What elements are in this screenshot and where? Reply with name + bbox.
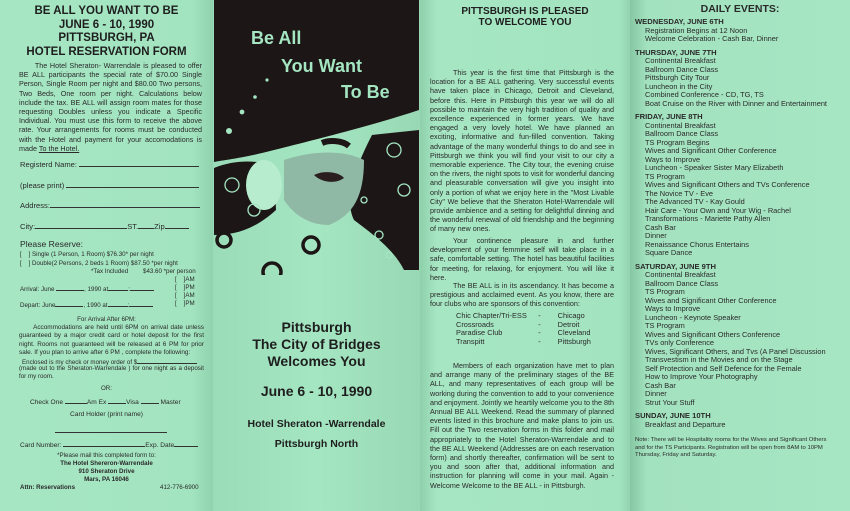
address-label: Address: bbox=[20, 201, 50, 210]
or-label: OR: bbox=[100, 385, 112, 392]
form-title-line: HOTEL RESERVATION FORM bbox=[26, 45, 187, 58]
print-field[interactable] bbox=[20, 181, 199, 190]
depart-field[interactable]: Depart: June , 1990 at : bbox=[20, 300, 153, 310]
year-at: , 1990 at bbox=[84, 286, 109, 293]
address-field[interactable] bbox=[20, 201, 200, 210]
club-name: Paradise Club bbox=[456, 328, 503, 338]
name-label: Registerd Name: bbox=[20, 160, 77, 169]
club-separator: - bbox=[538, 319, 541, 329]
enclosed-label: Enclosed is my check or money order of $ bbox=[22, 359, 138, 366]
event-day bbox=[635, 18, 845, 44]
after-6pm-title: For Arrival After 6PM: bbox=[77, 316, 136, 323]
am-label: ]AM bbox=[183, 276, 195, 283]
intro-underlined: To the Hotel. bbox=[38, 143, 80, 153]
st-label: ST. bbox=[127, 222, 139, 231]
form-title-line: PITTSBURGH, PA bbox=[58, 32, 155, 44]
card-type-field[interactable] bbox=[30, 397, 181, 407]
event-item: Dinner bbox=[645, 389, 667, 398]
card-holder-label: Card Holder (print name) bbox=[70, 411, 143, 418]
event-item: Pittsburgh City Tour bbox=[645, 73, 710, 82]
pm-label: ]PM bbox=[183, 284, 195, 291]
city-field[interactable] bbox=[20, 222, 189, 231]
event-item: Luncheon - Speaker Sister Mary Elizabeth bbox=[645, 163, 784, 172]
name-field[interactable] bbox=[20, 160, 199, 169]
club-city: Chicago bbox=[557, 311, 585, 320]
club-separator: - bbox=[538, 311, 541, 320]
event-item: Breakfast and Departure bbox=[645, 419, 726, 429]
event-item: TS Program Begins bbox=[645, 137, 710, 147]
club-separator: - bbox=[538, 328, 541, 338]
welcome-closing: Members of each organization have met to plan and arrange many of the preliminary stages of the BE ALL, and many representatives of each group will be working during the convention to add to your convenience and enjoyment. Jointly we heartily welcome you to the 8th Annual BE ALL Weekend. Read the summary of planned events listed in this brochure and make plans to join us. Fill out the Two reservation forms in this folder and mail appropriately to the Hotel Sheraton-Warrendale and to the BE ALL Weekend (Addresses are on each reservation form) and shortly thereafter, confirmation will be sent to you and soon after that, additional information and instruction for planning will come in your mail. Again - Welcome Welcome to the BE ALL - in Pittsburgh. bbox=[430, 361, 614, 490]
club-name: Transpitt bbox=[456, 336, 485, 346]
event-item: Renaissance Chorus Entertains bbox=[645, 239, 749, 249]
event-item: Combined Conference - CD, TG, TS bbox=[645, 90, 764, 99]
welcome-panel bbox=[420, 0, 630, 511]
event-day-heading: WEDNESDAY, JUNE 6TH bbox=[635, 17, 724, 26]
check-one-label: Check One bbox=[30, 399, 63, 406]
event-day bbox=[635, 263, 845, 408]
mail-street: 910 Sheraton Drive bbox=[78, 468, 135, 475]
event-day-heading: SUNDAY, JUNE 10TH bbox=[635, 411, 711, 420]
hotel-reservation-form-panel bbox=[0, 0, 213, 511]
arrival-field[interactable]: Arrival: June , 1990 at : bbox=[20, 284, 154, 294]
event-item: Boat Cruise on the River with Dinner and Entertainment bbox=[645, 98, 827, 108]
year-at: , 1990 at bbox=[83, 302, 108, 309]
depart-pm-checkbox[interactable]: [ ]PM bbox=[175, 300, 195, 307]
arrival-label: Arrival: June bbox=[20, 286, 55, 293]
event-item: Ways to Improve bbox=[645, 304, 701, 313]
single-option-text: ] Single (1 Person, 1 Room) $76.30* per night bbox=[28, 251, 154, 258]
event-item: Square Dance bbox=[645, 248, 693, 257]
events-schedule bbox=[635, 13, 845, 460]
event-item: Dinner bbox=[645, 231, 667, 240]
print-label: (please print) bbox=[20, 181, 65, 190]
cover-panel bbox=[213, 0, 420, 511]
event-day-heading: FRIDAY, JUNE 8TH bbox=[635, 112, 703, 121]
per-person-rate: $43.60 *per person bbox=[143, 268, 196, 275]
am-label: ]AM bbox=[183, 292, 195, 299]
event-item: Self Protection and Self Defence for the Female bbox=[645, 363, 802, 373]
event-item: The Novice TV - Eve bbox=[645, 188, 714, 198]
event-item: Ballroom Dance Class bbox=[645, 64, 719, 74]
event-item: Welcome Celebration - Cash Bar, Dinner bbox=[645, 34, 779, 43]
event-item: Ways to Improve bbox=[645, 154, 701, 164]
event-item: Ballroom Dance Class bbox=[645, 129, 719, 138]
event-item: Luncheon in the City bbox=[645, 81, 713, 91]
cover-headline-line: Be All bbox=[251, 28, 302, 48]
club-city: Cleveland bbox=[557, 328, 591, 338]
form-intro bbox=[19, 61, 202, 153]
event-item: Luncheon - Keynote Speaker bbox=[645, 312, 741, 322]
arrival-am-checkbox[interactable]: [ ]AM bbox=[175, 276, 195, 283]
event-item: TS Program bbox=[645, 287, 685, 296]
event-day-heading: THURSDAY, JUNE 7TH bbox=[635, 47, 717, 57]
cover-headline-line: To Be bbox=[341, 82, 390, 102]
event-item: Hair Care - Your Own and Your Wig - Rachel bbox=[645, 205, 791, 215]
welcome-paragraph: This year is the first time that Pittsburgh is the location for a BE ALL gathering. Very successful events have taken place in Chicago, Detroit and Cleveland, before this. Here in Pittsburgh this year we will do all possible to maintain the very high tradition of quality and excellence experienced in former years. We have engaged a very lovely hotel. We have planned an exciting, informative and fun-filled convention. Taking advantage of the many wonderful things to do and see in Pittsburgh we think you will find your visit to our city a memorable experience. The City tour, the evening cruise on the rivers, the night spots to visit for wonderful dancing and pleasurable conversation will give you insight into only a portion of what we enjoy here in the "Most Livable City" We believe that the Sheraton Hotel-Warrendale will provide ambience and a setting for delightful dinning and the wonderful renewal of old friendship and the beginning of many new ones. bbox=[430, 68, 614, 234]
attn-label: Attn: Reservations bbox=[20, 484, 76, 491]
depart-label: Depart: June bbox=[20, 302, 56, 309]
event-item: Wives and Significant Others Conference bbox=[645, 329, 781, 339]
mail-hotel-name: The Hotel Shereron-Warrendale bbox=[60, 460, 153, 467]
club-row bbox=[456, 338, 606, 347]
event-item: Wives and Significant Other Conference bbox=[645, 146, 777, 155]
event-item: Transvestism in the Movies and on the Stage bbox=[645, 355, 793, 364]
event-item: Wives, Significant Others, and Tvs (A Panel Discussion bbox=[645, 346, 826, 356]
visa-option[interactable]: Visa bbox=[126, 399, 139, 406]
cover-illustration bbox=[214, 0, 419, 275]
event-day bbox=[635, 113, 845, 258]
welcome-paragraph: The BE ALL is in its ascendancy. It has become a prestigious and acclaimed event. As you know, there are four clubs who are sponsors of this convention: bbox=[430, 281, 614, 309]
cover-welcome-line: The City of Bridges bbox=[252, 336, 381, 352]
welcome-title-line: PITTSBURGH IS PLEASED bbox=[461, 6, 589, 17]
exp-date-label: Exp. Date bbox=[145, 442, 175, 449]
mail-city-zip: Mars, PA 16046 bbox=[84, 476, 129, 483]
made-out-note: (made out to the Sheraton-Warrendale ) for one night as a deposit for my room. bbox=[19, 365, 204, 381]
form-title-line: BE ALL YOU WANT TO BE bbox=[34, 5, 179, 17]
event-day bbox=[635, 49, 845, 109]
event-item: TS Program bbox=[645, 321, 685, 330]
welcome-title-line: TO WELCOME YOU bbox=[478, 17, 572, 28]
amex-option[interactable]: Am Ex bbox=[86, 399, 107, 406]
event-item: Wives and Significant Other Conference bbox=[645, 295, 777, 305]
depart-am-checkbox[interactable]: [ ]AM bbox=[175, 292, 195, 299]
arrival-pm-checkbox[interactable]: [ ]PM bbox=[175, 284, 195, 291]
zip-label: Zip bbox=[154, 222, 165, 231]
club-city: Detroit bbox=[557, 319, 580, 329]
cover-dates: June 6 - 10, 1990 bbox=[260, 383, 373, 399]
club-name: Chic Chapter/Tri-ESS bbox=[456, 311, 527, 320]
event-item: Continental Breakfast bbox=[645, 270, 716, 279]
cover-hotel: Hotel Sheraton -Warrendale bbox=[247, 418, 386, 430]
city-label: City: bbox=[20, 222, 36, 231]
welcome-paragraph: Your continence pleasure in and further development of your femmine self will take place in a safe, comfortable setting. The hotel has beautiful facilities for meeting, for relaxing, for enjoyment. You will like it here. bbox=[430, 236, 614, 282]
event-item: Ballroom Dance Class bbox=[645, 278, 719, 288]
club-city: Pittsburgh bbox=[557, 336, 591, 346]
event-day-heading: SATURDAY, JUNE 9TH bbox=[635, 261, 717, 271]
sponsor-clubs-list bbox=[456, 312, 606, 346]
daily-events-title: DAILY EVENTS: bbox=[700, 3, 780, 15]
welcome-title bbox=[420, 6, 630, 28]
event-item: TVs only Conference bbox=[645, 338, 715, 347]
double-option-text: ] Double(2 Persons, 2 beds 1 Room) $87.50 *per night bbox=[28, 260, 178, 267]
club-name: Crossroads bbox=[456, 319, 494, 329]
form-title bbox=[0, 5, 213, 59]
form-title-line: JUNE 6 - 10, 1990 bbox=[58, 18, 155, 31]
card-number-field[interactable] bbox=[20, 440, 198, 450]
events-note: Note: There will be Hospitality rooms for the Wives and Significant Others and for the TS Participants. Registration will be open from 8AM to 10PM Thursday, Friday and Saturday. bbox=[635, 437, 827, 459]
event-item: Continental Breakfast bbox=[645, 120, 716, 130]
event-item: TS Program bbox=[645, 171, 685, 181]
hotel-phone: 412-776-6900 bbox=[160, 484, 199, 491]
daily-events-panel bbox=[630, 0, 850, 511]
cover-welcome-line: Welcomes You bbox=[267, 353, 366, 369]
club-separator: - bbox=[538, 336, 541, 346]
event-item: Transformations - Mariette Pathy Allen bbox=[645, 214, 771, 223]
mail-to-label: *Please mail this completed form to: bbox=[57, 452, 156, 459]
event-item: Continental Breakfast bbox=[645, 56, 716, 65]
event-day bbox=[635, 412, 845, 429]
after-6pm-text: Accommodations are held until 6PM on arrival date unless guaranteed by a major credit card or hotel deposit for the first night. Rooms not guaranteed will be released at 6 PM for prior sale. If you plan to arrive after 6 PM , complete the following: bbox=[19, 324, 204, 356]
event-item: Cash Bar bbox=[645, 380, 676, 390]
event-item: Registration Begins at 12 Noon bbox=[645, 25, 748, 35]
master-option[interactable]: Master bbox=[160, 399, 181, 406]
event-item: How to Improve Your Photography bbox=[645, 372, 758, 381]
double-room-option[interactable]: [ ] Double(2 Persons, 2 beds 1 Room) $87.50 *per night bbox=[20, 260, 178, 267]
cover-headline-line: You Want bbox=[281, 56, 362, 76]
event-item: Wives and Significant Others and TVs Conference bbox=[645, 180, 810, 189]
please-reserve-label: Please Reserve: bbox=[20, 239, 84, 249]
cover-welcome-line: Pittsburgh bbox=[281, 319, 352, 335]
tax-note: *Tax Included bbox=[91, 268, 129, 275]
card-holder-field[interactable] bbox=[55, 432, 167, 433]
cover-welcome bbox=[213, 319, 420, 370]
event-item: The Advanced TV - Kay Gould bbox=[645, 197, 745, 206]
single-room-option[interactable]: [ ] Single (1 Person, 1 Room) $76.30* per night bbox=[20, 251, 154, 258]
event-item: Strut Your Stuff bbox=[645, 397, 695, 407]
pm-label: ]PM bbox=[183, 300, 195, 307]
intro-text: The Hotel Sheraton- Warrendale is pleased to offer BE ALL participants the special rate of $70.00 Single Person, Single Room per night and $80.00 Two persons, Two Beds, One room per night. Calculations below include the tax. BE ALL will assign room mates for those requesting Doubles unless you indicate a Specific Individual. You must use this form to receive the above rate. Your arrangements for rooms must be conducted with the Hotel and payment for your accomodations is made bbox=[19, 61, 202, 153]
card-number-label: Card Number: bbox=[20, 442, 62, 449]
cover-location: Pittsburgh North bbox=[274, 438, 359, 450]
event-item: Cash Bar bbox=[645, 222, 676, 232]
